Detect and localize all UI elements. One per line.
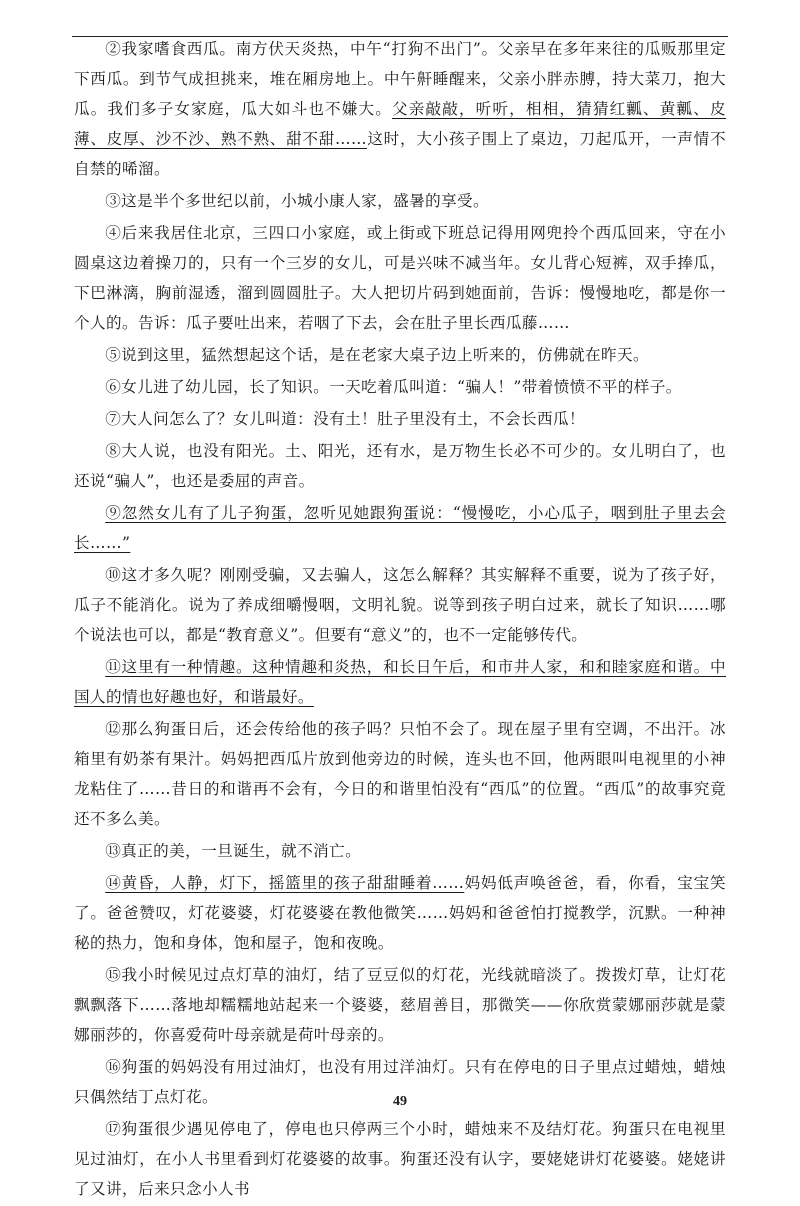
- paragraph-text: ②我家嗜食西瓜。南方伏天炎热，中午“打狗不出门”。父亲早在多年来往的瓜贩那里定下西瓜。到节气成担挑来，堆在厢房地上。中午鼾睡醒来，父亲小胖赤膊，持大菜刀，抱大瓜。我们多子女家庭，瓜大如斗也不嫌大。: [74, 40, 726, 118]
- paragraph-text: ⑤说到这里，猛然想起这个话，是在老家大桌子边上听来的，仿佛就在昨天。: [105, 346, 649, 364]
- paragraph-text: ③这是半个多世纪以前，小城小康人家，盛暑的享受。: [105, 192, 490, 210]
- paragraph: [74, 404, 726, 434]
- paragraph: [74, 34, 726, 184]
- paragraph-text: 妈妈低声唤爸爸，看，你看，宝宝笑了。爸爸赞叹，灯花婆婆，灯花婆婆在教他微笑……妈妈和爸爸怕打搅教学，沉默。一种神秘的热力，饱和身体，饱和屋子，饱和夜晚。: [74, 874, 726, 952]
- underlined-text: ⑭黄昏，人静，灯下，摇篮里的孩子甜甜睡着……: [105, 874, 465, 892]
- paragraph-text: ④后来我居住北京，三四口小家庭，或上街或下班总记得用网兜拎个西瓜回来，守在小圆桌这边着操刀的，只有一个三岁的女儿，可是兴味不减当年。女儿背心短裤，双手捧瓜，下巴淋漓，胸前湿透，溜到圆圆肚子。大人把切片码到她面前，告诉：慢慢地吃，都是你一个人的。告诉：瓜子要吐出来，若咽了下去，会在肚子里长西瓜藤……: [74, 224, 726, 332]
- paragraph: [74, 560, 726, 650]
- paragraph: [74, 498, 726, 558]
- paragraph-text: ⑯狗蛋的妈妈没有用过油灯，也没有用过洋油灯。只有在停电的日子里点过蜡烛，蜡烛只偶然结丁点灯花。: [74, 1058, 726, 1106]
- paragraph-text: ⑰狗蛋很少遇见停电了，停电也只停两三个小时，蜡烛来不及结灯花。狗蛋只在电视里见过油灯，在小人书里看到灯花婆婆的故事。狗蛋还没有认字，要姥姥讲灯花婆婆。姥姥讲了又讲，后来只念小人书: [74, 1120, 726, 1198]
- paragraph: [74, 652, 726, 712]
- underlined-text: ⑨忽然女儿有了儿子狗蛋，忽听见她跟狗蛋说：“慢慢吃，小心瓜子，咽到肚子里去会长……”: [74, 504, 726, 552]
- paragraph: [74, 372, 726, 402]
- paragraph: [74, 1114, 726, 1204]
- paragraph-text: ⑦大人问怎么了？女儿叫道：没有土！肚子里没有土，不会长西瓜！: [105, 410, 586, 428]
- paragraph: [74, 868, 726, 958]
- underlined-text: 父亲敲敲，听听，相相，猜猜红瓤、黄瓤、皮薄、皮厚、沙不沙、熟不熟、甜不甜……: [74, 100, 726, 148]
- underlined-text: ⑪这里有一种情趣。这种情趣和炎热，和长日午后，和市井人家，和和睦家庭和谐。中国人的情也好趣也好，和谐最好。: [74, 658, 726, 706]
- paragraph: [74, 218, 726, 338]
- paragraph-text: ⑫那么狗蛋日后，还会传给他的孩子吗？只怕不会了。现在屋子里有空调，不出汗。冰箱里有奶茶有果汁。妈妈把西瓜片放到他旁边的时候，连头也不回，他两眼叫电视里的小神龙粘住了……昔日的和谐再不会有，今日的和谐里怕没有“西瓜”的位置。“西瓜”的故事究竟还不多么美。: [74, 720, 726, 828]
- paragraph-text: ⑬真正的美，一旦诞生，就不消亡。: [105, 842, 362, 860]
- paragraph: [74, 340, 726, 370]
- paragraph: [74, 714, 726, 834]
- paragraph-text: ⑮我小时候见过点灯草的油灯，结了豆豆似的灯花，光线就暗淡了。拨拨灯草，让灯花飘飘落下……落地却糯糯地站起来一个婆婆，慈眉善目，那微笑——你欣赏蒙娜丽莎就是蒙娜丽莎的，你喜爱荷叶母亲就是荷叶母亲的。: [74, 966, 726, 1044]
- paragraph-text: ⑩这才多久呢？刚刚受骗，又去骗人，这怎么解释？其实解释不重要，说为了孩子好，瓜子不能消化。说为了养成细嚼慢咽，文明礼貌。说等到孩子明白过来，就长了知识……哪个说法也可以，都是“教育意义”。但要有“意义”的，也不一定能够传代。: [74, 566, 726, 644]
- paragraph: [74, 186, 726, 216]
- article-body: [74, 34, 726, 1206]
- paragraph: [74, 836, 726, 866]
- paragraph: [74, 960, 726, 1050]
- paragraph-text: 这时，大小孩子围上了桌边，刀起瓜开，一声情不自禁的唏溜。: [74, 130, 726, 178]
- paragraph-text: ⑥女儿进了幼儿园，长了知识。一天吃着瓜叫道：“骗人！”带着愤愤不平的样子。: [105, 378, 682, 396]
- page-number: 49: [393, 1094, 407, 1109]
- paragraph-text: ⑧大人说，也没有阳光。土、阳光，还有水，是万物生长必不可少的。女儿明白了，也还说“骗人”，也还是委屈的声音。: [74, 442, 726, 490]
- paragraph: [74, 436, 726, 496]
